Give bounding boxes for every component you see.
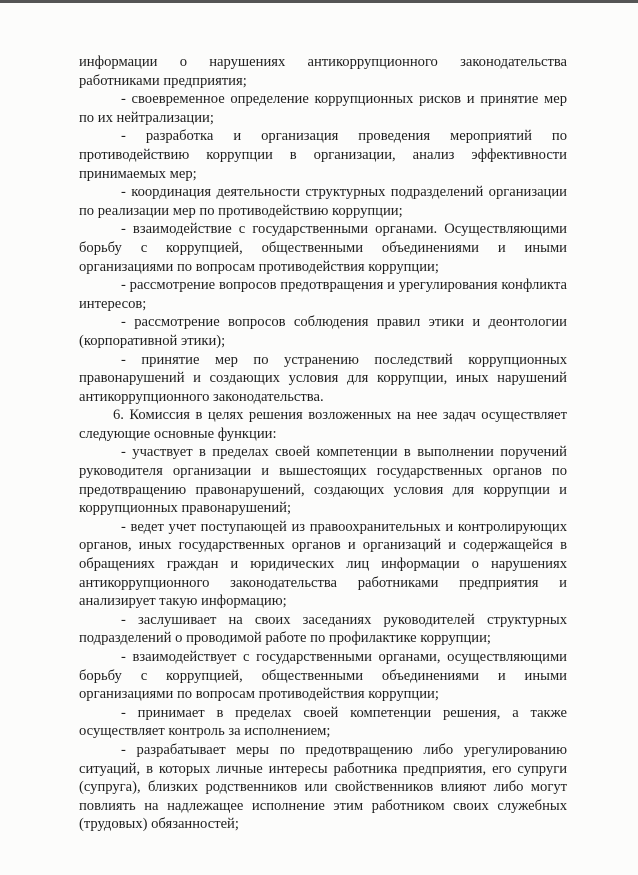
paragraph: - рассмотрение вопросов соблюдения правил этики и деонтологии (корпоративной этики); xyxy=(79,314,567,349)
document-body xyxy=(79,53,567,834)
paragraph: - координация деятельности структурных подразделений организации по реализации мер по противодействию коррупции; xyxy=(79,184,567,219)
paragraph: - участвует в пределах своей компетенции в выполнении поручений руководителя организации и вышестоящих государственных органов по предотвращению правонарушений, создающих условия для коррупции и коррупционных правонарушений; xyxy=(79,444,567,517)
paragraph: - принимает в пределах своей компетенции решения, а также осуществляет контроль за исполнением; xyxy=(79,704,567,740)
paragraph: - своевременное определение коррупционных рисков и принятие мер по их нейтрализации; xyxy=(79,91,567,126)
paragraph: информации о нарушениях антикоррупционного законодательства работниками предприятия; xyxy=(79,54,567,89)
paragraph: - разработка и организация проведения мероприятий по противодействию коррупции в организации, анализ эффективности принимаемых мер; xyxy=(79,128,567,182)
paragraph: - ведет учет поступающей из правоохранительных и контролирующих органов, иных государственных органов и организаций и содержащейся в обращениях граждан и юридических лиц информации о нарушениях антикоррупционного законодательства работниками предприятия и анализирует такую информацию; xyxy=(79,518,567,610)
paragraph-section-6: 6. Комиссия в целях решения возложенных на нее задач осуществляет следующие основные функции: xyxy=(79,407,567,442)
scan-top-edge xyxy=(0,0,638,3)
paragraph: - взаимодействует с государственными органами, осуществляющими борьбу с коррупцией, общественными объединениями и иными организациями по вопросам противодействия коррупции; xyxy=(79,649,567,703)
paragraph: - принятие мер по устранению последствий коррупционных правонарушений и создающих условия для коррупции, иных нарушений антикоррупционного законодательства. xyxy=(79,351,567,405)
paragraph: - взаимодействие с государственными органами. Осуществляющими борьбу с коррупцией, общественными объединениями и иными организациями по вопросам противодействия коррупции; xyxy=(79,221,567,275)
paragraph: - рассмотрение вопросов предотвращения и урегулирования конфликта интересов; xyxy=(79,277,567,312)
paragraph: - заслушивает на своих заседаниях руководителей структурных подразделений о проводимой работе по профилактике коррупции; xyxy=(79,611,567,647)
paragraph: - разрабатывает меры по предотвращению либо урегулированию ситуаций, в которых личные интересы работника предприятия, его супруги (супруга), близких родственников или свойственников влияют либо могут повлиять на надлежащее исполнение этим работником своих служебных (трудовых) обязанностей; xyxy=(79,741,567,833)
